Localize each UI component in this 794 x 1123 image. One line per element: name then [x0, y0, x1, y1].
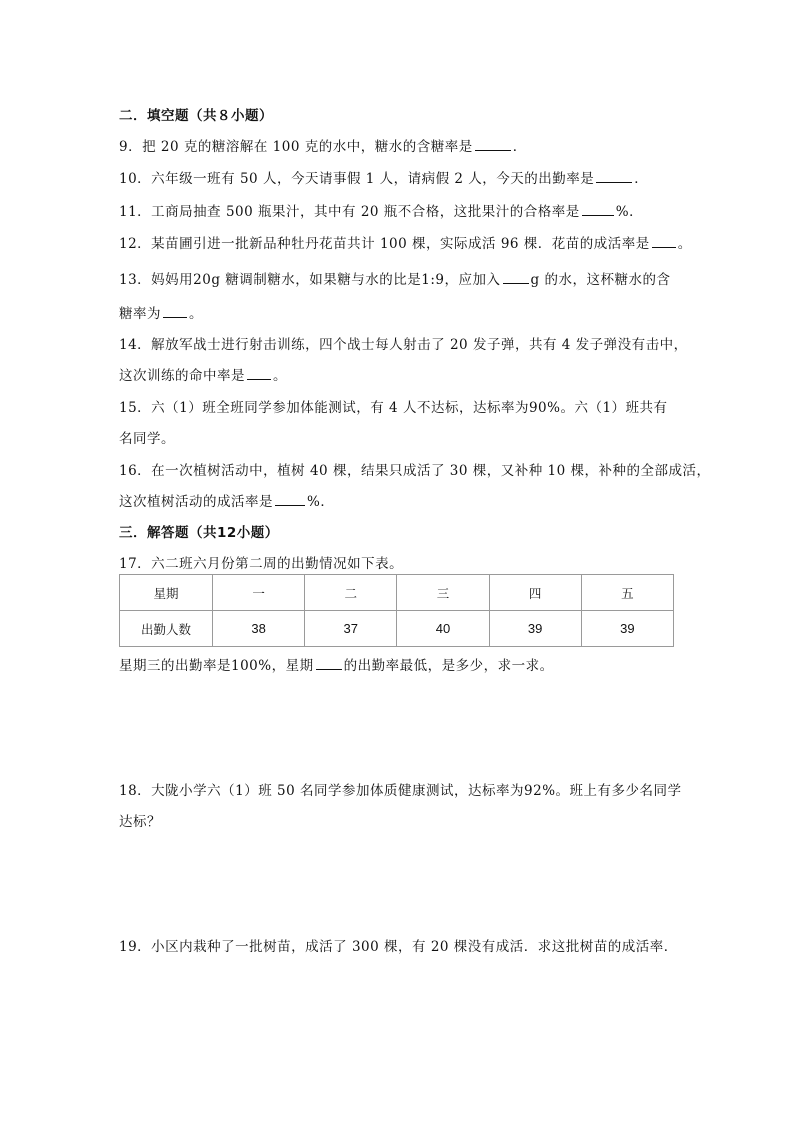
question-19: 19．小区内栽种了一批树苗，成活了 300 棵，有 20 棵没有成活．求这批树苗的成活率． — [119, 939, 678, 955]
question-10: 10．六年级一班有 50 人，今天请事假 1 人，请病假 2 人，今天的出勤率是 ． — [119, 171, 649, 187]
question-11: 11．工商局抽查 500 瓶果汁，其中有 20 瓶不合格，这批果汁的合格率是 %． — [119, 204, 644, 220]
question-14-continued: 这次训练的命中率是 。 — [119, 368, 287, 384]
table-row — [120, 575, 674, 611]
question-18: 18．大陇小学六（1）班 50 名同学参加体质健康测试，达标率为92%。班上有多少名同学 — [119, 783, 682, 799]
question-14: 14．解放军战士进行射击训练，四个战士每人射击了 20 发子弹，共有 4 发子弹没有击中， — [119, 337, 688, 353]
answer-blank[interactable] — [503, 271, 529, 284]
table-header-cell: 出勤人数 — [120, 611, 213, 647]
question-12-text: 12．某苗圃引进一批新品种牡丹花苗共计 100 棵，实际成活 96 棵．花苗的成活率是 — [119, 236, 650, 252]
answer-blank[interactable] — [652, 235, 676, 248]
question-16-continued: 这次植树活动的成活率是 %． — [119, 494, 335, 510]
answer-blank[interactable] — [475, 138, 511, 151]
question-16: 16．在一次植树活动中，植树 40 棵，结果只成活了 30 棵，又补种 10 棵，补种的全部成活， — [119, 463, 711, 479]
table-cell: 40 — [397, 611, 489, 647]
answer-blank[interactable] — [163, 305, 187, 318]
answer-blank[interactable] — [582, 203, 614, 216]
question-13: 13．妈妈用20g 糖调制糖水，如果糖与水的比是1:9，应加入 g 的水，这杯糖水的含 — [119, 272, 671, 288]
question-12: 12．某苗圃引进一批新品种牡丹花苗共计 100 棵，实际成活 96 棵．花苗的成活率是 。 — [119, 236, 692, 252]
question-10-text: 10．六年级一班有 50 人，今天请事假 1 人，请病假 2 人，今天的出勤率是 — [119, 171, 595, 187]
question-18-continued: 达标？ — [119, 814, 161, 830]
question-15-continued: 名同学。 — [119, 431, 175, 447]
question-11-text: 11．工商局抽查 500 瓶果汁，其中有 20 瓶不合格，这批果汁的合格率是 — [119, 204, 580, 220]
answer-blank[interactable] — [275, 493, 305, 506]
table-cell: 二 — [305, 575, 397, 611]
section-heading-solve: 三．解答题（共12小题） — [119, 525, 279, 541]
answer-blank[interactable] — [247, 367, 271, 380]
question-9: 9．把 20 克的糖溶解在 100 克的水中，糖水的含糖率是 ． — [119, 139, 527, 155]
question-15: 15．六（1）班全班同学参加体能测试，有 4 人不达标，达标率为90%。六（1）班共有 — [119, 400, 668, 416]
table-row — [120, 611, 674, 647]
question-17-prompt: 星期三的出勤率是100%，星期 的出勤率最低，是多少，求一求。 — [119, 658, 554, 674]
question-13-text: 13．妈妈用20g 糖调制糖水，如果糖与水的比是1:9，应加入 — [119, 272, 501, 288]
table-cell: 39 — [581, 611, 673, 647]
question-9-text: 9．把 20 克的糖溶解在 100 克的水中，糖水的含糖率是 — [119, 139, 473, 155]
question-17: 17．六二班六月份第二周的出勤情况如下表。 — [119, 556, 404, 572]
table-cell: 三 — [397, 575, 489, 611]
answer-blank[interactable] — [596, 170, 632, 183]
table-cell: 五 — [581, 575, 673, 611]
table-cell: 37 — [305, 611, 397, 647]
table-cell: 四 — [489, 575, 581, 611]
section-heading-fill-blank: 二．填空题（共８小题） — [119, 108, 273, 124]
table-cell: 38 — [213, 611, 305, 647]
answer-blank[interactable] — [316, 657, 342, 670]
table-cell: 一 — [213, 575, 305, 611]
table-cell: 39 — [489, 611, 581, 647]
attendance-table — [119, 574, 674, 647]
question-13-continued: 糖率为 。 — [119, 306, 203, 322]
table-header-cell: 星期 — [120, 575, 213, 611]
